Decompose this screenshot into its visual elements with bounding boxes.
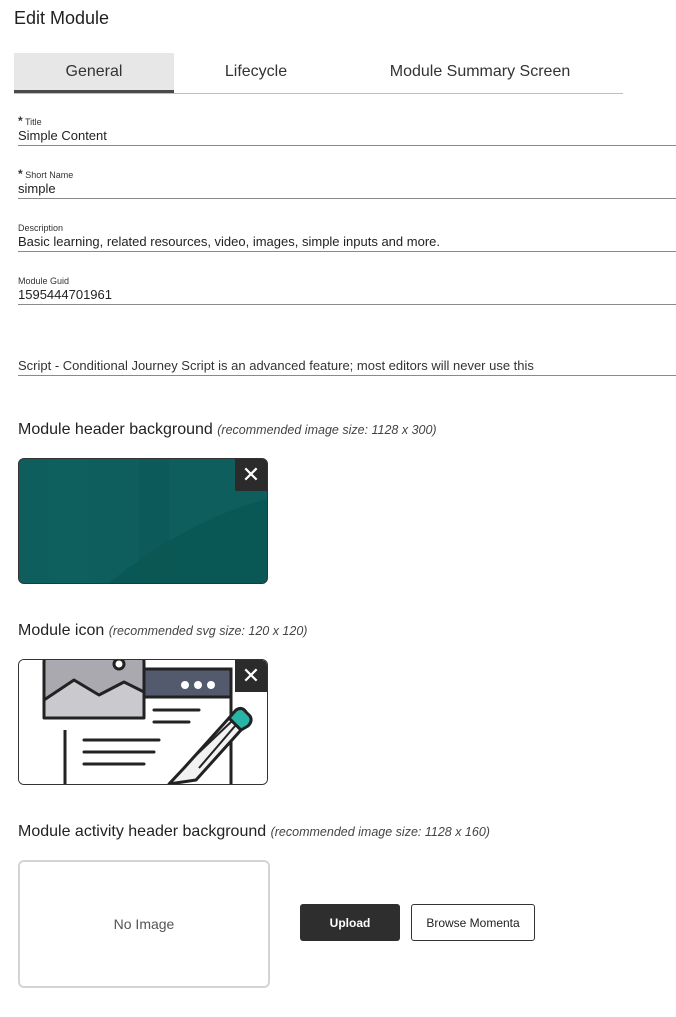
icon-title: Module icon <box>18 622 105 639</box>
title-input[interactable]: Simple Content <box>18 128 107 143</box>
module-guid-label: Module Guid <box>18 276 70 286</box>
script-input[interactable]: Script - Conditional Journey Script is an advanced feature; most editors will never use this <box>18 358 534 373</box>
short-name-input[interactable]: simple <box>18 181 56 196</box>
icon-hint: (recommended svg size: 120 x 120) <box>108 624 308 638</box>
header-background-heading <box>18 421 437 439</box>
required-mark: * <box>18 167 23 181</box>
header-background-title: Module header background <box>18 421 213 438</box>
upload-button[interactable]: Upload <box>300 904 400 941</box>
header-background-pattern <box>19 459 267 583</box>
title-label: Title <box>25 117 42 127</box>
short-name-label: Short Name <box>25 170 74 180</box>
no-image-placeholder: No Image <box>18 860 270 988</box>
remove-icon-button[interactable]: ✕ <box>235 660 267 692</box>
document-pencil-illustration <box>19 660 267 784</box>
module-icon-image <box>18 659 268 785</box>
activity-header-background-heading <box>18 823 490 841</box>
module-guid-field[interactable] <box>18 276 676 305</box>
description-input[interactable]: Basic learning, related resources, video, images, simple inputs and more. <box>18 234 440 249</box>
activity-header-background-title: Module activity header background <box>18 823 267 840</box>
header-background-image <box>18 458 268 584</box>
remove-header-background-button[interactable]: ✕ <box>235 459 267 491</box>
script-field[interactable] <box>18 357 676 376</box>
header-background-hint: (recommended image size: 1128 x 300) <box>217 423 437 437</box>
tab-module-summary-screen[interactable]: Module Summary Screen <box>389 63 571 80</box>
short-name-field[interactable] <box>18 169 676 199</box>
required-mark: * <box>18 114 23 128</box>
description-field[interactable] <box>18 223 676 252</box>
activity-header-background-hint: (recommended image size: 1128 x 160) <box>270 825 490 839</box>
description-label: Description <box>18 223 64 233</box>
icon-heading <box>18 622 307 640</box>
page-title: Edit Module <box>14 8 110 28</box>
tab-lifecycle[interactable]: Lifecycle <box>224 63 288 80</box>
tab-general[interactable]: General <box>14 53 174 93</box>
tab-bar <box>14 53 623 94</box>
title-field[interactable] <box>18 116 676 146</box>
module-guid-input[interactable]: 1595444701961 <box>18 287 112 302</box>
browse-momenta-button[interactable]: Browse Momenta <box>411 904 535 941</box>
